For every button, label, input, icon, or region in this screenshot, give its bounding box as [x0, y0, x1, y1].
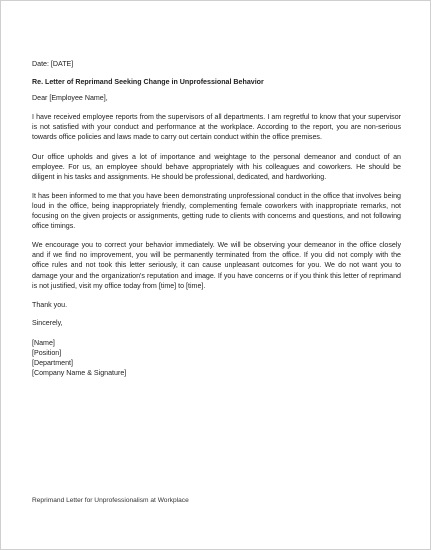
- letter-salutation: Dear [Employee Name],: [32, 94, 108, 103]
- signature-department: [Department]: [32, 359, 74, 368]
- letter-subject: Re. Letter of Reprimand Seeking Change in Unprofessional Behavior: [32, 78, 264, 87]
- letter-thanks: Thank you.: [32, 300, 68, 309]
- signature-company: [Company Name & Signature]: [32, 369, 127, 378]
- page-footer: Reprimand Letter for Unprofessionalism at Workplace: [32, 497, 189, 504]
- paragraph-conduct: It has been informed to me that you have been demonstrating unprofessional conduct in the office that involves being loud in the office, being inappropriately friendly, complementing female coworkers with inappropriate remarks, not focusing on the given projects or assignments, getting rude to clients with concerns and questions, and not following office timings.: [32, 191, 401, 231]
- paragraph-expectations: Our office upholds and gives a lot of importance and weightage to the personal demeanor and conduct of an employee. For us, an employee should behave appropriately with his colleagues and coworkers. He should be diligent in his tasks and assignments. He should be professional, dedicated, and hardworking.: [32, 152, 401, 181]
- paragraph-warning: We encourage you to correct your behavior immediately. We will be observing your demeanor in the office closely and if we find no improvement, you will be permanently terminated from the office. If you did not comply with the office rules and not took this letter seriously, it can cause unpleasant outcomes for you. We do not want you to damage your and the organization's reputation and image. If you have concerns or if you think this letter of reprimand is not justified, visit my office today from [time] to [time].: [32, 241, 401, 290]
- letter-body: [32, 59, 401, 378]
- letter-closing: Sincerely,: [32, 318, 63, 327]
- signature-name: [Name]: [32, 338, 55, 347]
- letter-date: Date: [DATE]: [32, 60, 74, 68]
- signature-block: [32, 338, 401, 378]
- paragraph-reports: I have received employee reports from the supervisors of all departments. I am regretful to know that your supervisor is not satisfied with your conduct and performance at the workplace. According to the report, you are non-serious towards office policies and laws made to carry out certain conduct within the office premises.: [32, 113, 401, 142]
- signature-position: [Position]: [32, 348, 62, 357]
